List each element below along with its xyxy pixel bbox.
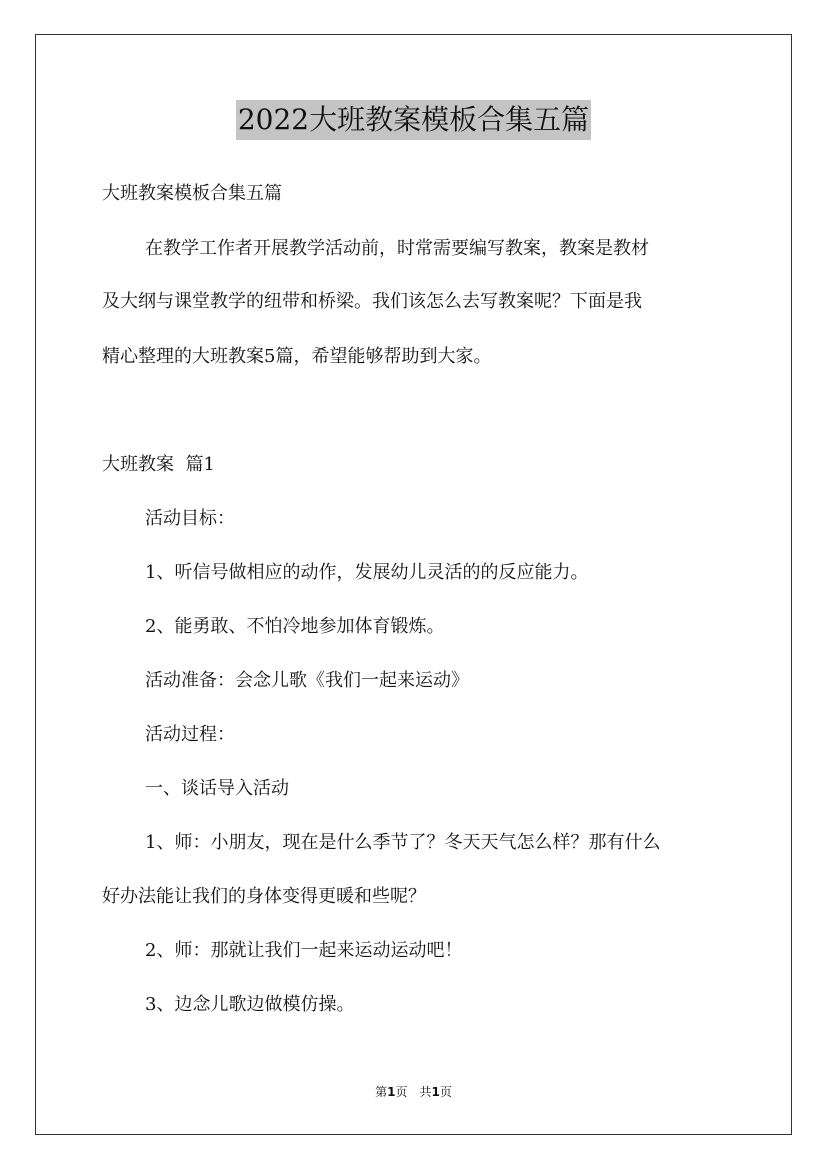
footer-total-suffix: 页 [439,1085,452,1099]
footer-total-number: 1 [431,1085,440,1099]
title-container [0,100,827,140]
footer-total-prefix: 共 [419,1085,432,1099]
page-footer [0,1084,827,1100]
paragraph-goal-1: 1、听信号做相应的动作，发展幼儿灵活的的反应能力。 [145,562,589,583]
paragraph-item-3: 3、边念儿歌边做模仿操。 [145,994,355,1015]
paragraph-item-2: 2、师：那就让我们一起来运动运动吧！ [145,940,463,961]
footer-page-prefix: 第 [375,1085,388,1099]
section-heading: 大班教案 篇1 [102,454,215,475]
intro-line-1: 在教学工作者开展教学活动前，时常需要编写教案，教案是教材 [145,238,649,259]
paragraph-item-1-cont: 好办法能让我们的身体变得更暖和些呢？ [102,886,426,907]
document-title: 2022大班教案模板合集五篇 [236,100,591,140]
paragraph-item-1: 1、师：小朋友，现在是什么季节了？冬天天气怎么样？那有什么 [145,832,661,853]
intro-line-3: 精心整理的大班教案5篇，希望能够帮助到大家。 [102,346,492,367]
paragraph-activity-goals: 活动目标： [145,508,235,529]
paragraph-step-one: 一、谈话导入活动 [145,778,289,799]
paragraph-process: 活动过程： [145,724,235,745]
paragraph-preparation: 活动准备：会念儿歌《我们一起来运动》 [145,670,469,691]
footer-page-number: 1 [387,1085,396,1099]
footer-page-suffix: 页 [395,1085,408,1099]
paragraph-goal-2: 2、能勇敢、不怕冷地参加体育锻炼。 [145,616,445,637]
document-subtitle: 大班教案模板合集五篇 [102,183,282,204]
intro-line-2: 及大纲与课堂教学的纽带和桥梁。我们该怎么去写教案呢？下面是我 [102,291,642,312]
